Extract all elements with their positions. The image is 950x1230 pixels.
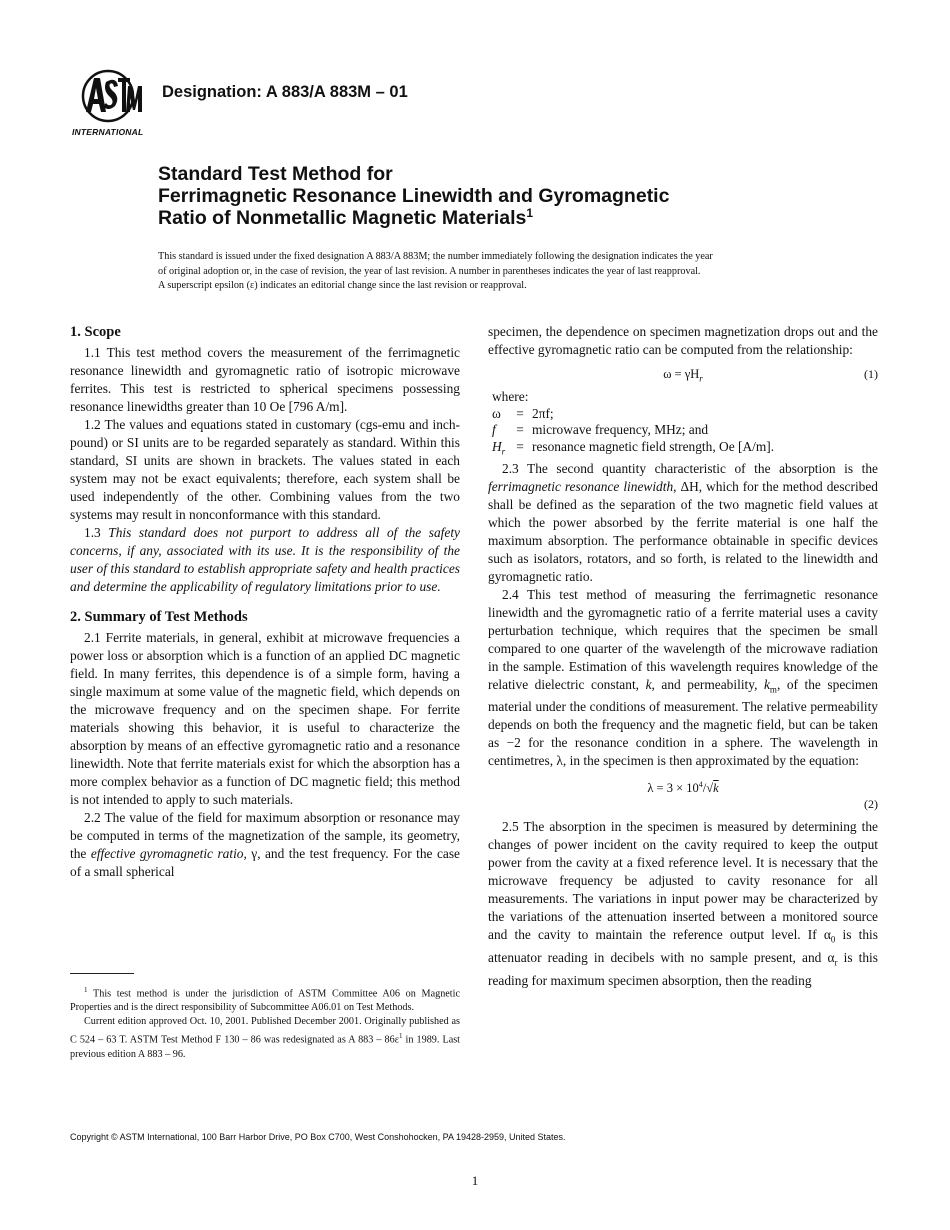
page-number: 1 [471,1173,479,1188]
equation-2-expression [488,776,878,797]
paragraph-2-4-km-subscript: m [769,684,777,695]
footnote-edition [70,1015,460,1061]
paragraph-2-2-text-b: , γ, and the test frequency. For the case of a small spherical [70,846,460,879]
notice-line-3: A superscript epsilon (ε) indicates an editorial change since the last revision or reapproval. [158,280,527,291]
right-column [488,323,878,990]
document-title [158,163,858,229]
copyright-notice: Copyright © ASTM International, 100 Barr Harbor Drive, PO Box C700, West Conshohocken, PA 19428-2959, United States. [70,1132,566,1142]
footnote-edition-superscript: 1 [399,1032,403,1041]
section-2-heading: 2. Summary of Test Methods [70,609,248,625]
where-equals: = [516,422,524,437]
paragraph-2-4-text-b: , and permeability, [651,676,764,692]
where-label: where: [492,389,529,404]
where-equals: = [516,405,524,421]
where-symbol: f [492,422,496,437]
equation-2-text-a: λ = 3 × 10 [647,781,699,796]
title-line-1: Standard Test Method for [158,163,393,185]
paragraph-2-3 [488,460,878,586]
issuance-notice [158,250,878,294]
section-1-heading: 1. Scope [70,324,121,340]
where-row [492,439,878,460]
footnotes [70,983,460,1062]
footnote-edition-text-a: Current edition approved Oct. 10, 2001. Published December 2001. Originally published as C 524 – 63 T. ASTM Test Method F 130 – 86 was redesignated as A 883 – 86ε [70,1016,460,1046]
paragraph-2-4-text-a: 2.4 This test method of measuring the ferrimagnetic resonance linewidth and the gyromagnetic ratio of a ferrite material uses a cavity perturbation technique, which requires that the specimen be small compared to one quarter of the wavelength of the microwave radiation in the sample. Estimation of this wavelength requires knowledge of the relative dielectric constant, [488,586,878,692]
paragraph-2-2-term: effective gyromagnetic ratio [90,846,244,861]
where-row [492,406,878,423]
where-definition: 2πf; [532,405,554,421]
equation-2 [488,774,878,814]
paragraph-2-2-text-a: 2.2 The value of the field for maximum absorption or resonance may be computed in terms of the magnetization of the sample, its geometry, the [70,810,460,861]
where-symbol: ω [492,405,501,421]
logo-text: INTERNATIONAL [72,127,144,137]
equation-1 [488,363,878,385]
paragraph-2-5-subscript-r: r [834,957,838,968]
title-line-3 [158,207,858,229]
footnote-1-text: This test method is under the jurisdiction of ASTM Committee A06 on Magnetic Properties and is the direct responsibility of Subcommittee A06.01 on Test Methods. [70,988,460,1014]
equation-1-expression [488,365,878,388]
footnote-1 [70,983,460,1015]
equation-2-superscript: 4 [698,780,703,790]
where-list [492,389,878,460]
notice-line-1: This standard is issued under the fixed designation A 883/A 883M; the number immediately following the designation indicates the year [158,251,713,262]
where-equals: = [516,438,524,454]
notice-line-2: of original adoption or, in the case of revision, the year of last revision. A number in parentheses indicates the year of last reapproval. [158,265,701,277]
paragraph-2-3-text-b: , ΔH, which for the method described shall be defined as the separation of the two magnetic field values at which the power absorbed by the ferrite material is one half the maximum absorption. The performance obtainable in specific devices such as isolators, rotators, and so forth, is related to the linewidth and gyromagnetic ratio. [488,478,879,584]
equation-2-number: (2) [864,797,878,812]
footnote-1-marker: 1 [84,986,88,994]
paragraph-1-1: 1.1 This test method covers the measurement of the ferrimagnetic resonance linewidth and gyromagnetic ratio of isotropic microwave ferrites. This test is restricted to spherical specimens possessing resonance linewidths greater than 10 Oe [796 A/m]. [70,345,460,414]
equation-1-text: ω = γH [663,367,700,381]
paragraph-2-2 [70,809,460,881]
equation-2-k: k [713,781,719,796]
footnote-edition-text-b: in 1989. Last previous edition A 883 – 96. [70,1034,461,1060]
paragraph-2-5-subscript-0: 0 [830,935,836,946]
equation-1-number: (1) [864,367,878,381]
equation-2-text-b: /√ [702,781,714,796]
paragraph-1-3-text: This standard does not purport to address all of the safety concerns, if any, associated with its use. It is the responsibility of the user of this standard to establish appropriate safety and health practices and determine the applicability of regulatory limitations prior to use. [70,525,460,594]
paragraph-1-3-number: 1.3 [84,525,101,540]
paragraph-2-4-k: k [645,676,652,692]
paragraph-2-4 [488,586,878,771]
equation-1-subscript: r [699,373,703,384]
paragraph-2-2-continued: specimen, the dependence on specimen magnetization drops out and the effective gyromagnetic ratio can be computed from the relationship: [488,324,878,357]
where-symbol [492,439,512,460]
where-definition: resonance magnetic field strength, Oe [A/m]. [532,438,775,454]
footnote-divider [70,973,134,974]
title-line-2: Ferrimagnetic Resonance Linewidth and Gyromagnetic [158,185,670,207]
paragraph-1-3 [70,524,460,596]
paragraph-2-4-km: k [763,676,770,692]
left-column [70,323,460,881]
where-definition: microwave frequency, MHz; and [532,422,709,437]
paragraph-2-5-text-a: 2.5 The absorption in the specimen is measured by determining the changes of power incident on the cavity required to keep the output power from the cavity at a fixed reference level. It is necessary that the microwave frequency be adjusted to cavity resonance for all measurements. The variations in input power may be characterized by the variations of the attenuation inserted between a monitored source and the cavity to maintain the reference output level. If α [488,819,878,943]
paragraph-2-1: 2.1 Ferrite materials, in general, exhibit at microwave frequencies a power loss or absorption which is a function of an applied DC magnetic field. In many ferrites, this dependence is of a simple form, having a single maximum at some value of the magnetic field, which depends on the microwave frequency and on the specimen shape. For ferrite materials showing this behavior, it is useful to characterize the absorption by means of an effective gyromagnetic ratio and a resonance linewidth. Note that ferrite materials exist for which the absorption has a more complex behavior as a function of DC magnetic field; this method is not intended to apply to such materials. [70,630,460,807]
title-footnote-ref[interactable]: 1 [526,206,534,220]
paragraph-2-5-text-c: is this reading for maximum specimen absorption, then the reading [488,950,878,988]
where-symbol-base: H [492,438,502,454]
title-line-3-text: Ratio of Nonmetallic Magnetic Materials [158,207,527,229]
paragraph-2-5-text-b: is this attenuator reading in decibels with no sample present, and α [488,927,878,966]
where-row [492,422,878,439]
designation: Designation: A 883/A 883M – 01 [162,83,408,101]
paragraph-2-4-text-c: , of the specimen material under the conditions of measurement. The relative permeability depends on both the frequency and the magnetic field, but can be taken as −2 for the resonance condition in a sphere. The wavelength in centimetres, λ, in the specimen is then approximated by the equation: [488,676,878,769]
paragraph-1-2: 1.2 The values and equations stated in customary (cgs-emu and inch-pound) or SI units are to be regarded separately as standard. Within this standard, SI units are shown in brackets. The values stated in each system may not be exact equivalents; therefore, each system shall be used independently of the other. Combining values from the two systems may result in nonconformance with this standard. [70,417,460,522]
astm-logo-icon [70,68,150,128]
paragraph-2-3-term: ferrimagnetic resonance linewidth [488,478,674,494]
where-symbol-subscript: r [501,446,506,457]
paragraph-2-3-text-a: 2.3 The second quantity characteristic of the absorption is the [502,460,878,476]
paragraph-2-5 [488,818,878,989]
